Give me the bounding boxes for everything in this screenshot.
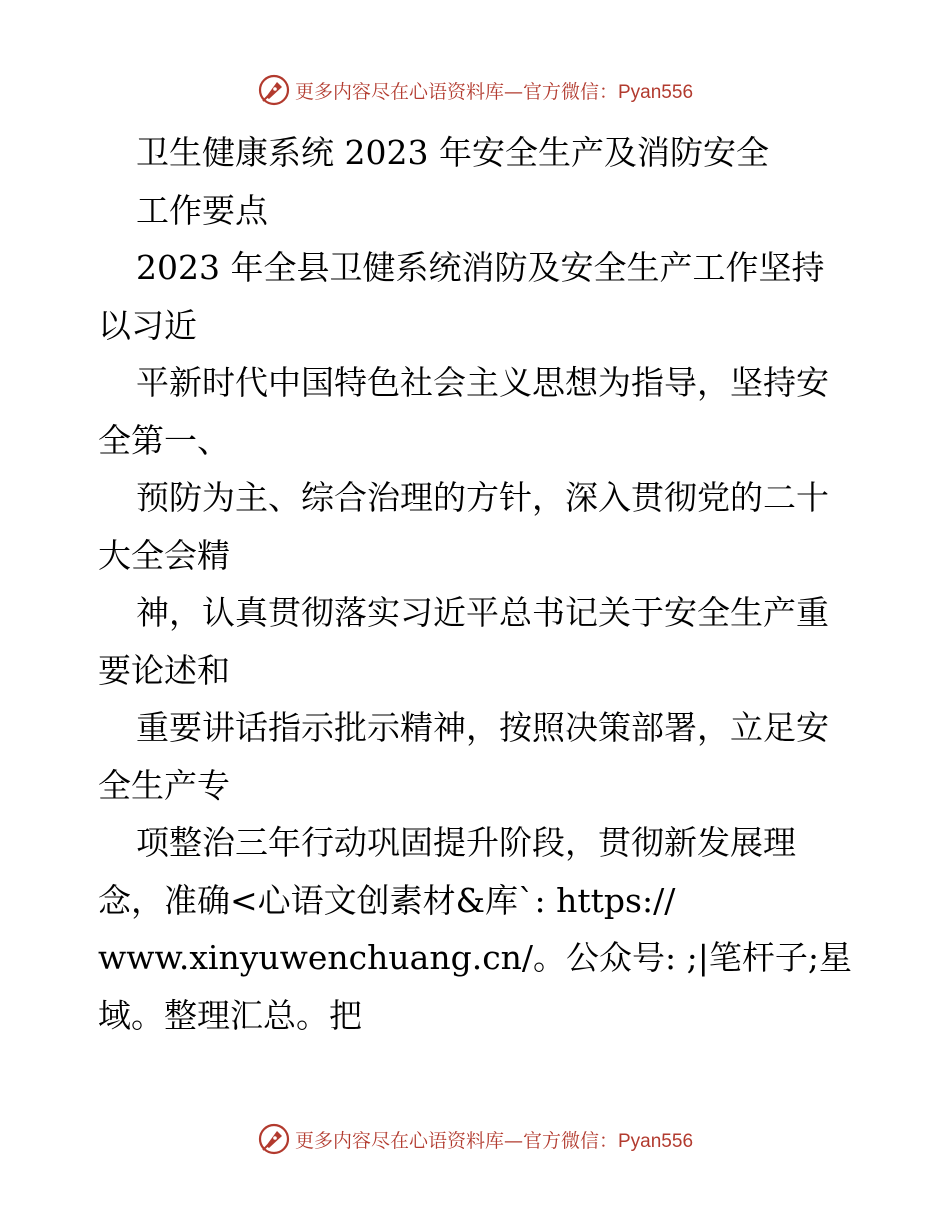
text-line: 卫生健康系统 2023 年安全生产及消防安全 bbox=[136, 133, 769, 172]
text-line: 念，准确<心语文创素材&库`: https:// bbox=[98, 880, 676, 920]
header-banner bbox=[0, 70, 950, 110]
text-line: 大全会精 bbox=[98, 535, 230, 575]
text-line: www.xinyuwenchuang.cn/。公众号: ;|笔杆子;星 bbox=[98, 938, 853, 977]
text-line: 项整治三年行动巩固提升阶段，贯彻新发展理 bbox=[136, 823, 796, 862]
text-line: 域。整理汇总。把 bbox=[98, 995, 362, 1035]
pen-nib-logo-icon bbox=[257, 73, 291, 107]
banner-text bbox=[295, 1126, 693, 1153]
text-line: 全生产专 bbox=[98, 765, 230, 805]
banner-wechat-id: Pyan556 bbox=[618, 81, 694, 103]
text-line: 要论述和 bbox=[98, 650, 230, 690]
text-line: 2023 年全县卫健系统消防及安全生产工作坚持 bbox=[136, 248, 825, 287]
text-line: 工作要点 bbox=[136, 190, 268, 230]
banner-text bbox=[295, 77, 693, 104]
banner-slogan: 更多内容尽在心语资料库—官方微信： bbox=[294, 1129, 618, 1152]
banner-slogan: 更多内容尽在心语资料库—官方微信： bbox=[294, 80, 618, 103]
document-body bbox=[98, 124, 858, 1044]
text-line: 以习近 bbox=[98, 305, 197, 345]
banner-wechat-id: Pyan556 bbox=[618, 1130, 694, 1152]
pen-nib-logo-icon bbox=[257, 1122, 291, 1156]
text-line: 神，认真贯彻落实习近平总书记关于安全生产重 bbox=[136, 593, 829, 632]
footer-banner bbox=[0, 1119, 950, 1159]
text-line: 平新时代中国特色社会主义思想为指导，坚持安 bbox=[136, 363, 829, 402]
text-line: 重要讲话指示批示精神，按照决策部署，立足安 bbox=[136, 708, 829, 747]
text-line: 全第一、 bbox=[98, 420, 230, 460]
text-line: 预防为主、综合治理的方针，深入贯彻党的二十 bbox=[136, 478, 829, 517]
